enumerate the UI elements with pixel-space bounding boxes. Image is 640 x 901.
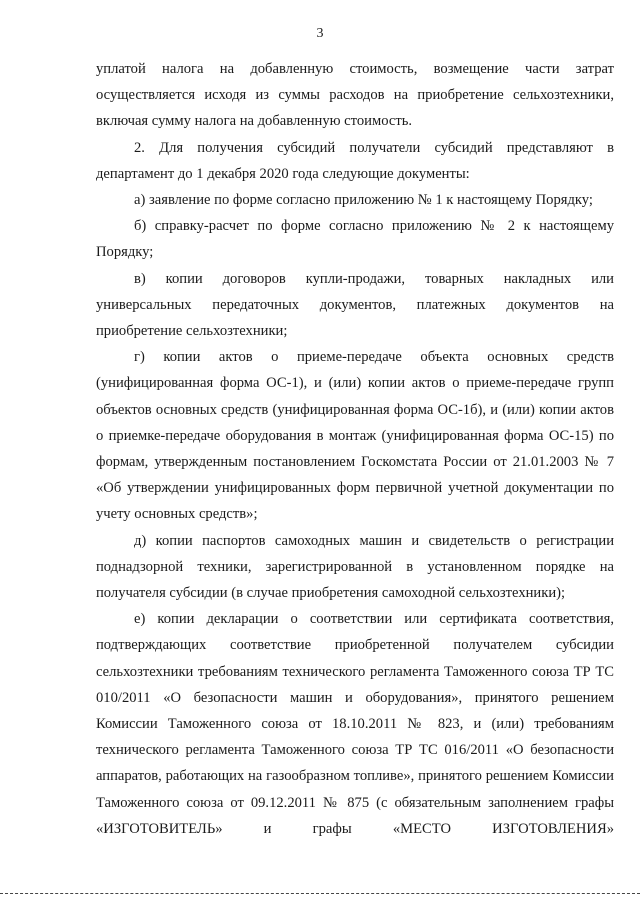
paragraph-item-2-documents: 2. Для получения субсидий получатели субсидий представляют в департамент до 1 декабря 2020 года следующие документы: — [96, 139, 614, 182]
page-bottom-divider — [0, 893, 640, 894]
paragraph-sub-b-calculation: б) справку-расчет по форме согласно приложению № 2 к настоящему Порядку; — [96, 218, 614, 261]
paragraph-sub-d-passports: д) копии паспортов самоходных машин и свидетельств о регистрации поднадзорной техники, зарегистрированной в установленном порядке на получателя субсидии (в случае приобретения самоходной сельхозтехники); — [96, 532, 614, 602]
paragraph-vat-continuation: уплатой налога на добавленную стоимость, возмещение части затрат осуществляется исходя из суммы расходов на приобретение сельхозтехники, включая сумму налога на добавленную стоимость. — [96, 61, 614, 130]
paragraph-sub-e-declarations: е) копии декларации о соответствии или сертификата соответствия, подтверждающих соответствие приобретенной получателем субсидии сельхозтехники требованиям технического регламента Таможенного союза ТР ТС 010/2011 «О безопасности машин и оборудования», принятого решением Комиссии Таможенного союза от 18.10.2011 № 823, и (или) требованиям технического регламента Таможенного союза ТР ТС 016/2011 «О безопасности аппаратов, работающих на газообразном топливе», принятого решением Комиссии Таможенного союза от 09.12.2011 № 875 (с обязательным заполнением графы «ИЗГОТОВИТЕЛЬ» и графы «МЕСТО ИЗГОТОВЛЕНИЯ» — [96, 611, 614, 837]
document-body — [96, 56, 614, 842]
paragraph-sub-v-contracts: в) копии договоров купли-продажи, товарных накладных или универсальных передаточных документов, платежных документов на приобретение сельхозтехники; — [96, 270, 614, 340]
page-number: 3 — [316, 26, 324, 41]
paragraph-sub-a-application: а) заявление по форме согласно приложению № 1 к настоящему Порядку; — [134, 192, 593, 209]
paragraph-sub-g-acts: г) копии актов о приеме-передаче объекта основных средств (унифицированная форма ОС-1), и (или) копии актов о приеме-передаче групп объектов основных средств (унифицированная форма ОС-1б), и (или) копии актов о приемке-передаче оборудования в монтаж (унифицированная форма ОС-15) по формам, утвержденным постановлением Госкомстата России от 21.01.2003 № 7 «Об утверждении унифицированных форм первичной учетной документации по учету основных средств»; — [96, 349, 614, 523]
